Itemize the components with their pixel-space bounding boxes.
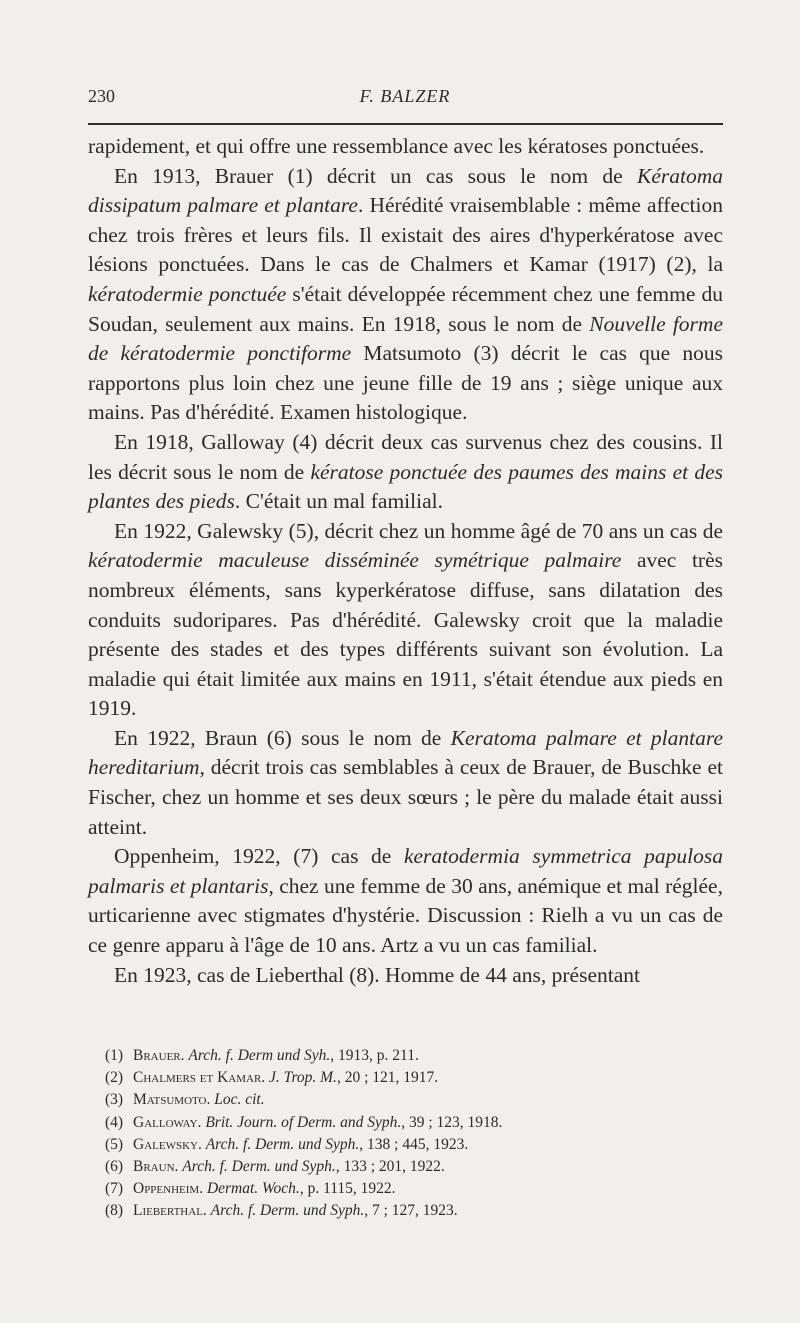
footnote-reference: Arch. f. Derm und Syh. xyxy=(188,1047,331,1064)
paragraph xyxy=(88,162,723,428)
footnote-author: Braun. xyxy=(133,1158,179,1176)
text-run: . Hérédité vraisemblable : même affection chez trois frères et leurs fils. Il existait des aires d'hyperkératose avec lésions ponctuées. Dans le cas de Chalmers et Kamar (1917) (2), la xyxy=(88,193,723,277)
footnote-number: (2) xyxy=(105,1069,124,1087)
footnote-details: , 1913, p. 211. xyxy=(330,1047,419,1064)
footnote-reference: Arch. f. Derm. und Syph. xyxy=(205,1135,360,1153)
footnote-details: , 20 ; 121, 1917. xyxy=(336,1069,439,1087)
footnote-author: Galewsky. xyxy=(133,1135,202,1153)
page-number: 230 xyxy=(88,86,115,106)
footnotes xyxy=(105,1045,725,1223)
paragraph xyxy=(88,517,723,724)
footnote-reference: Arch. f. Derm. und Syph. xyxy=(182,1158,336,1176)
paragraph xyxy=(88,961,723,991)
footnote-author: Lieberthal. xyxy=(133,1202,207,1220)
body-text xyxy=(88,132,723,990)
text-run: Oppenheim, 1922, (7) cas de xyxy=(114,844,404,869)
italic-title: kératodermie ponctuée xyxy=(88,281,287,306)
footnote-reference: Loc. cit. xyxy=(214,1091,265,1109)
footnote-details: , 138 ; 445, 1923. xyxy=(359,1135,469,1153)
italic-title: kératose ponctuée des paumes des mains et des plantes des pieds xyxy=(88,459,723,514)
running-head: F. BALZER xyxy=(359,86,451,106)
footnote-author: Matsumoto. xyxy=(133,1091,211,1109)
footnote-number: (1) xyxy=(105,1047,124,1064)
text-run: En 1918, Galloway (4) décrit deux cas survenus chez des cousins. Il les décrit sous le nom de xyxy=(88,429,723,484)
text-run: Matsumoto (3) décrit le cas que nous rapportons plus loin chez une jeune fille de 19 ans ; siège unique aux mains. Pas d'hérédité. Examen histologique. xyxy=(88,341,723,425)
text-run: . C'était un mal familial. xyxy=(234,489,443,514)
italic-title: Kératoma dissipatum palmare et plantare xyxy=(88,163,723,218)
text-run: rapidement, et qui offre une ressemblance avec les kératoses ponctuées. xyxy=(88,134,705,158)
italic-title: Keratoma palmare et plantare hereditarium xyxy=(88,725,723,780)
footnote xyxy=(105,1200,725,1222)
text-run: En 1922, Braun (6) sous le nom de xyxy=(114,725,451,750)
text-run: En 1922, Galewsky (5), décrit chez un homme âgé de 70 ans un cas de xyxy=(114,518,723,543)
footnote-number: (7) xyxy=(105,1180,124,1198)
footnote xyxy=(105,1045,725,1067)
footnote-number: (8) xyxy=(105,1202,124,1220)
paragraph xyxy=(88,132,723,162)
footnote-reference: Brit. Journ. of Derm. and Syph. xyxy=(205,1113,402,1131)
footnote-details: , 7 ; 127, 1923. xyxy=(364,1202,458,1220)
italic-title: keratodermia symmetrica papulosa palmaris et plantaris xyxy=(88,844,723,898)
footnote-author: Oppenheim. xyxy=(133,1180,204,1198)
footnote-number: (5) xyxy=(105,1135,124,1153)
footnote xyxy=(105,1134,725,1156)
footnote xyxy=(105,1178,725,1200)
text-run: En 1913, Brauer (1) décrit un cas sous le nom de xyxy=(114,163,637,188)
paragraph xyxy=(88,724,723,842)
italic-title: Nouvelle forme de kératodermie ponctiforme xyxy=(88,311,723,366)
footnote-reference: J. Trop. M. xyxy=(269,1069,337,1087)
text-run: , chez une femme de 30 ans, anémique et mal réglée, urticarienne avec stigmates d'hystérie. Discussion : Rielh a vu un cas de ce genre apparu à l'âge de 10 ans. Artz a vu un cas familial. xyxy=(88,873,723,958)
paragraph xyxy=(88,428,723,517)
text-run: avec très nombreux éléments, sans kyperkératose diffuse, sans dilatation des conduits sudoripares. Pas d'hérédité. Galewsky croit que la maladie présente des stades et des types différents suivant son évolution. La maladie qui était limitée aux mains en 1911, s'était étendue aux pieds en 1919. xyxy=(88,548,723,721)
footnote-author: Chalmers et Kamar. xyxy=(133,1069,266,1087)
footnote-details: , 39 ; 123, 1918. xyxy=(401,1113,503,1131)
text-run: , décrit trois cas semblables à ceux de Brauer, de Buschke et Fischer, chez un homme et ses deux sœurs ; le père du malade était aussi atteint. xyxy=(88,755,723,839)
footnote-reference: Arch. f. Derm. und Syph. xyxy=(210,1202,365,1220)
header-rule xyxy=(88,123,723,125)
footnote xyxy=(105,1156,725,1178)
page-header xyxy=(88,86,722,112)
footnote xyxy=(105,1089,725,1111)
footnote-reference: Dermat. Woch. xyxy=(206,1180,300,1198)
footnote-author: Brauer. xyxy=(133,1047,185,1064)
text-run: En 1923, cas de Lieberthal (8). Homme de 44 ans, présentant xyxy=(114,962,640,987)
footnote-number: (6) xyxy=(105,1158,124,1176)
footnote xyxy=(105,1112,725,1134)
text-run: s'était développée récemment chez une femme du Soudan, seulement aux mains. En 1918, sous le nom de xyxy=(88,281,723,336)
footnote-author: Galloway. xyxy=(133,1113,202,1131)
paragraph xyxy=(88,842,723,960)
footnote xyxy=(105,1067,725,1089)
footnote-number: (3) xyxy=(105,1091,124,1109)
footnote-details: , 133 ; 201, 1922. xyxy=(335,1158,445,1176)
footnote-details: , p. 1115, 1922. xyxy=(299,1180,396,1198)
italic-title: kératodermie maculeuse disséminée symétrique palmaire xyxy=(88,548,622,573)
footnote-number: (4) xyxy=(105,1113,124,1131)
